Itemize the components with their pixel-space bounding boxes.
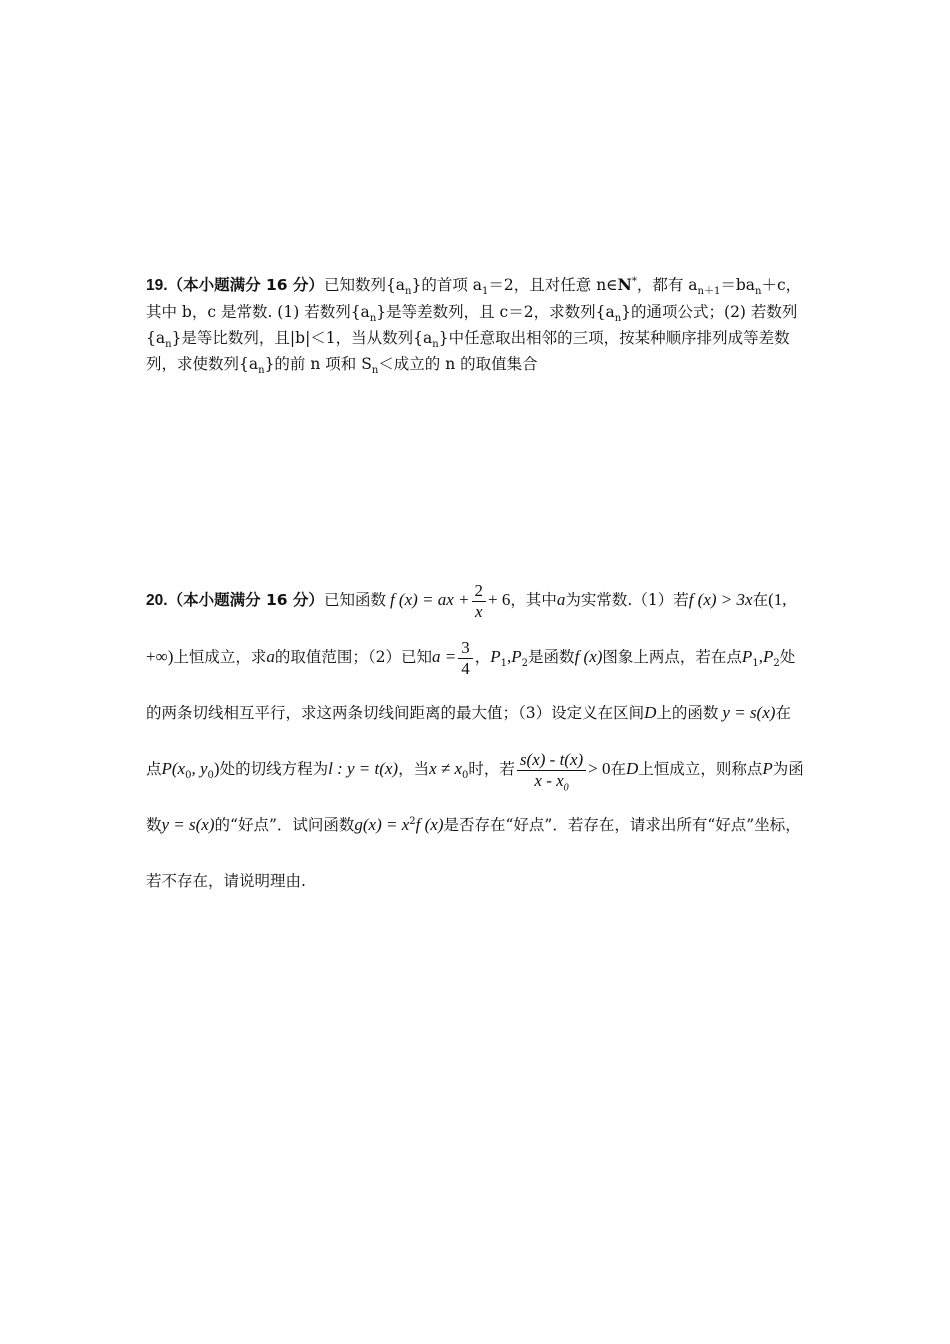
problem-text: }的前 n 项和 S [264,355,372,373]
problem-19 [146,272,806,377]
problem-text: 处的切线方程为 [219,760,329,778]
problem-text: }中任意取出相邻的三项，按某种顺序排列成等差数列，求使数列{a [146,329,790,373]
fraction [472,581,487,622]
superscript: * [631,275,637,287]
subscript: n＋1 [697,286,721,298]
problem-text: }是等差数列，且 c＝2，求数列{a [376,303,615,321]
problem-text: 是否存在“好点”．若存在，请求出所有“好点”坐标，若不存在，请说明理由. [146,816,801,890]
fraction-numerator: 3 [458,638,473,659]
inequality: f (x) > 3x [688,590,753,609]
problem-text: 处的两条切线相互平行，求这两条切线间距离的最大值；（3）设定义在区间 [146,648,796,722]
natural-set: N [617,275,632,294]
subscript: n [754,286,762,298]
problem-text: 图象上两点，若在点 [602,648,742,666]
problem-text: 的取值范围；（2）已知 [274,648,433,666]
fraction-numerator: 2 [472,581,487,602]
problem-text: ＝ba [720,276,755,294]
problem-text: 已知数列{a [323,276,406,294]
fraction-denominator: 4 [461,658,470,678]
math-var: P [762,759,773,778]
superscript: 2 [409,815,416,827]
subscript: n [371,365,379,377]
math-text: f (x) [574,647,603,666]
math-text: , [758,647,763,666]
math-var: a [556,590,566,609]
problem-text: 已知函数 [323,591,386,609]
problem-text: }是等比数列，且|b|＜1，当从数列{a [171,329,433,347]
problem-number: 19. [146,277,168,294]
interval: (1, +∞) [146,590,787,666]
problem-text: 上恒成立，则称点 [638,760,763,778]
problem-text: 上恒成立，求 [173,648,267,666]
subscript: 0 [185,770,192,782]
math-text: > 0 [588,759,611,778]
problem-text: 上的函数 [656,704,719,722]
math-text: P(x [161,759,186,778]
fraction-denominator [531,771,571,791]
subscript: 1 [482,286,489,298]
math-var: D [644,703,657,722]
math-text: , [507,647,512,666]
math-text: x - x [534,770,564,790]
math-var: P [741,647,753,666]
problem-text: ＝2，且对任意 n∈ [488,276,618,294]
problem-text: ，都有 a [636,276,698,294]
function-definition: f (x) = ax + [389,590,470,609]
problem-20 [146,572,806,909]
math-text: ) [213,759,220,778]
subscript: 1 [500,658,508,670]
problem-text: ，其中 [510,591,557,609]
problem-number: 20. [146,592,168,609]
subscript: 0 [462,770,469,782]
problem-header: （本小题满分 16 分） [167,276,324,294]
subscript: n [258,365,265,377]
problem-text: 时，若 [468,760,515,778]
math-text: y = s(x) [722,703,776,722]
subscript: n [369,313,377,325]
math-text: a = [432,647,457,666]
subscript: 0 [207,770,214,782]
subscript: 1 [752,658,759,670]
subscript: n [405,286,412,298]
tangent-equation: l : y = t(x) [328,759,399,778]
math-text: g(x) = x [354,815,410,834]
math-text: , y [191,759,208,778]
problem-text: 在点 [146,704,791,778]
subscript: n [432,339,439,351]
problem-text: ， [474,648,491,666]
math-text: f (x) [415,815,444,834]
fraction [517,750,586,791]
problem-text: 是函数 [528,648,575,666]
problem-text: }的首项 a [411,276,483,294]
math-text: x ≠ x [429,759,463,778]
math-text: y = s(x) [161,815,215,834]
math-var: P [511,647,522,666]
subscript: 2 [773,658,780,670]
math-var: a [266,647,275,666]
fraction-denominator: x [475,601,483,621]
math-text: + 6 [488,590,511,609]
problem-text: 在 [610,760,627,778]
problem-text: ＜成立的 n 的取值集合 [378,355,538,373]
problem-text: 的“好点”．试问函数 [214,816,355,834]
problem-text: 为函数 [146,760,804,834]
fraction-numerator: s(x) - t(x) [517,750,586,771]
subscript: 0 [563,781,569,793]
math-var: P [762,647,774,666]
problem-text: }的通项公式；(2) 若数列{a [146,303,798,347]
problem-text: 为实常数.（1）若 [565,591,689,609]
math-var: P [490,647,501,666]
problem-text: ＋c，其中 b，c 是常数. (1) 若数列{a [146,276,802,321]
problem-text: ，当 [398,760,430,778]
math-var: D [626,759,639,778]
fraction [458,638,473,679]
problem-header: （本小题满分 16 分） [167,591,324,609]
subscript: n [614,313,622,325]
problem-text: 在 [752,591,769,609]
subscript: n [165,339,172,351]
subscript: 2 [521,658,529,670]
